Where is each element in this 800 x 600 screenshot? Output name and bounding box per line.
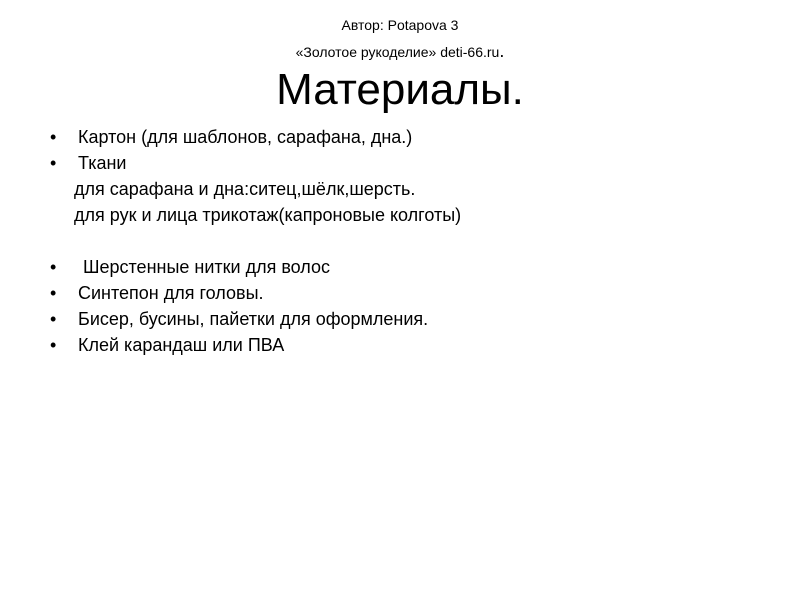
list-item-text: Синтепон для головы. (78, 283, 264, 303)
source-period: . (499, 41, 505, 61)
list-item (38, 150, 778, 176)
source-text: «Золотое рукоделие» deti-66.ru (295, 44, 500, 60)
sub-item (38, 202, 778, 228)
list-item (38, 280, 778, 306)
list-item-text: Клей карандаш или ПВА (78, 335, 285, 355)
sub-item-text: для сарафана и дна:ситец,шёлк,шерсть. (74, 179, 416, 199)
list-item (38, 306, 778, 332)
slide-title: Материалы. (276, 65, 524, 114)
bullet-icon: • (50, 309, 57, 329)
list-item (38, 332, 778, 358)
list-item (38, 124, 778, 150)
sub-item-text: для рук и лица трикотаж(капроновые колготы) (74, 205, 462, 225)
source-line (0, 42, 800, 61)
list-item-text: Картон (для шаблонов, сарафана, дна.) (78, 127, 413, 147)
bullet-icon: • (50, 127, 57, 147)
bullet-icon: • (50, 283, 57, 303)
bullet-icon: • (50, 335, 57, 355)
author-line: Автор: Potapova 3 (341, 17, 459, 33)
bullet-icon: • (50, 257, 57, 277)
spacer (38, 228, 778, 254)
list-item-text: Ткани (78, 153, 127, 173)
sub-item (38, 176, 778, 202)
list-item-text: Бисер, бусины, пайетки для оформления. (78, 309, 429, 329)
bullet-icon: • (50, 153, 57, 173)
list-item-text: Шерстенные нитки для волос (78, 257, 331, 277)
list-item (38, 254, 778, 280)
materials-list (38, 124, 778, 358)
